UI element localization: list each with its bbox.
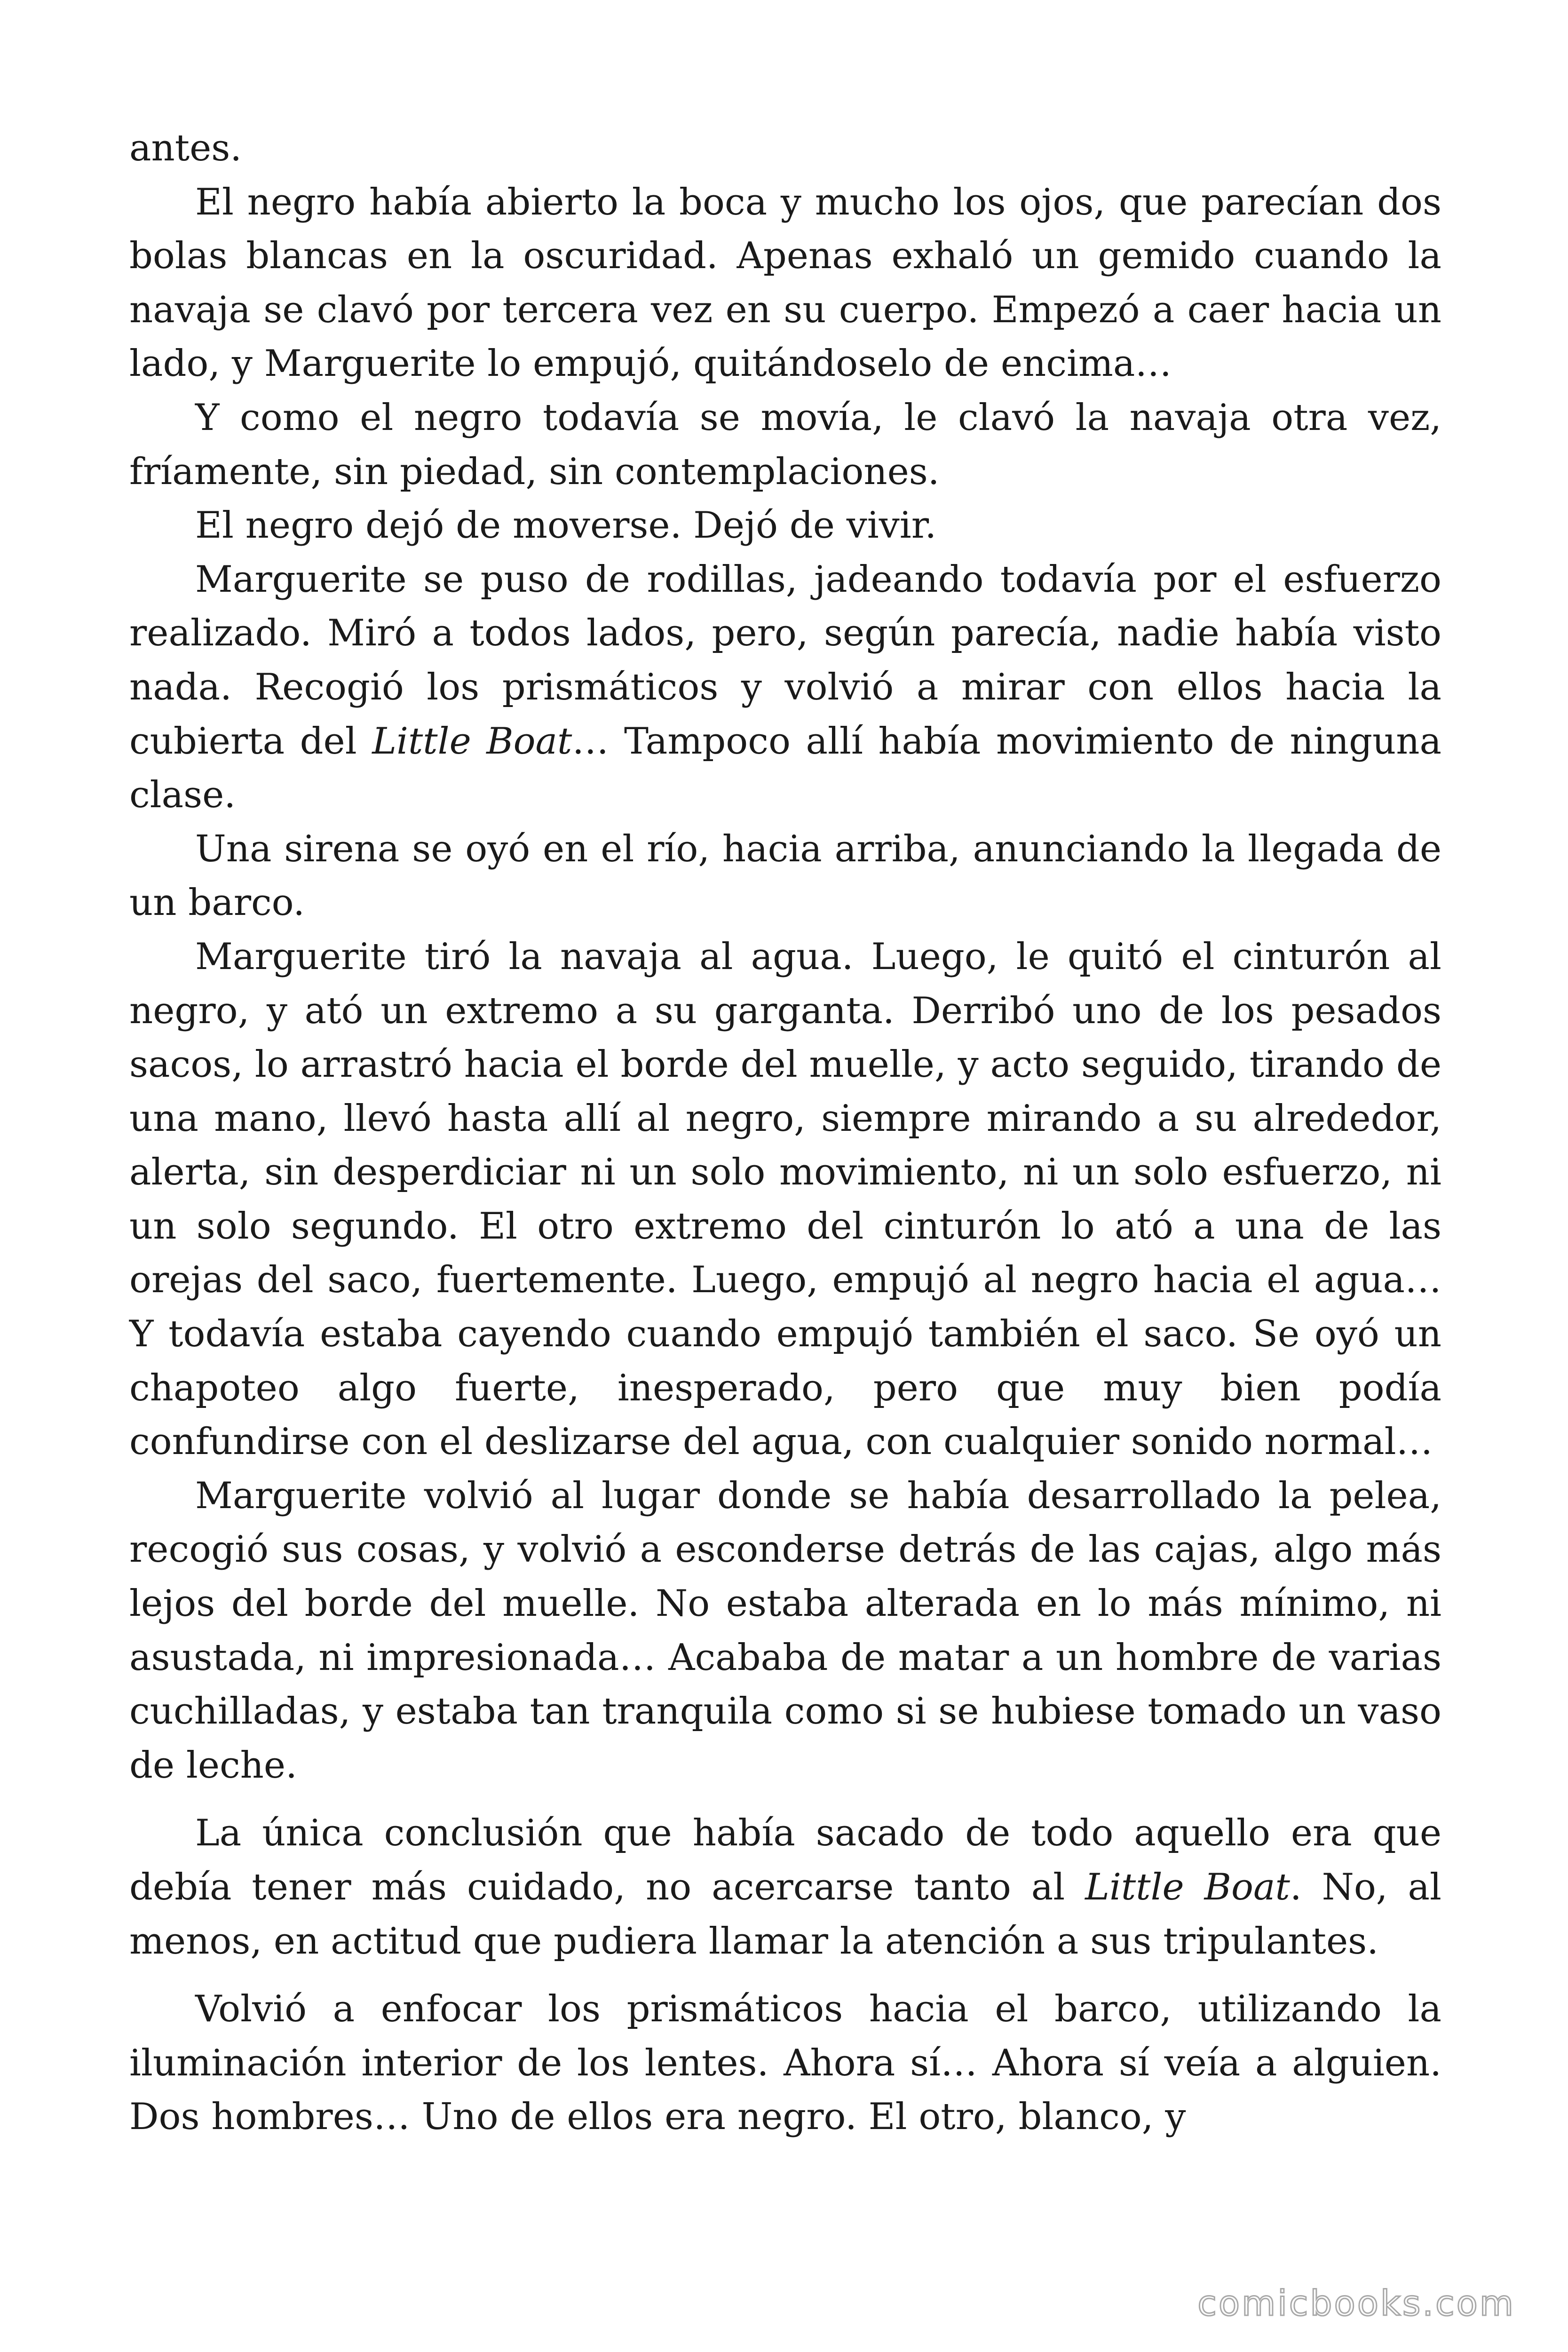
paragraph: Una sirena se oyó en el río, hacia arriba, anunciando la llegada de un barco. xyxy=(129,827,1441,924)
paragraph: El negro había abierto la boca y mucho los ojos, que parecían dos bolas blancas en la oscuridad. Apenas exhaló un gemido cuando la navaja se clavó por tercera vez en su cuerpo. Empezó a caer hacia un lado, y Marguerite lo empujó, quitándoselo de encima… xyxy=(129,181,1441,385)
paragraph: Marguerite volvió al lugar donde se había desarrollado la pelea, recogió sus cosas, y volvió a esconderse detrás de las cajas, algo más lejos del borde del muelle. No estaba alterada en lo más mínimo, ni asustada, ni impresionada… Acababa de matar a un hombre de varias cuchilladas, y estaba tan tranquila como si se hubiese tomado un vaso de leche. xyxy=(129,1474,1441,1787)
ship-name: Little Boat xyxy=(1085,1866,1290,1908)
paragraph: Volvió a enfocar los prismáticos hacia el barco, utilizando la iluminación interior de los lentes. Ahora sí… Ahora sí veía a alguien. Dos hombres… Uno de ellos era negro. El otro, blanco, y xyxy=(129,1988,1441,2138)
watermark: comicbooks.com xyxy=(1197,2283,1515,2324)
paragraph: Marguerite tiró la navaja al agua. Luego, le quitó el cinturón al negro, y ató un extremo a su garganta. Derribó uno de los pesados sacos, lo arrastró hacia el borde del muelle, y acto seguido, tirando de una mano, llevó hasta allí al negro, siempre mirando a su alrededor, alerta, sin desperdiciar ni un solo movimiento, ni un solo esfuerzo, ni un solo segundo. El otro extremo del cinturón lo ató a una de las orejas del saco, fuertemente. Luego, empujó al negro hacia el agua… Y todavía estaba cayendo cuando empujó también el saco. Se oyó un chapoteo algo fuerte, inesperado, pero que muy bien podía confundirse con el deslizarse del agua, con cualquier sonido normal… xyxy=(129,935,1441,1463)
paragraph: El negro dejó de moverse. Dejó de vivir. xyxy=(195,504,937,547)
paragraph: La única conclusión que había sacado de todo aquello era que debía tener más cuidado, no acercarse tanto al Little Boat. No, al menos, en actitud que pudiera llamar la atención a sus tripulantes. xyxy=(129,1812,1441,1963)
paragraph: Y como el negro todavía se movía, le clavó la navaja otra vez, fríamente, sin piedad, sin contemplaciones. xyxy=(129,396,1441,493)
paragraph: antes. xyxy=(129,127,242,169)
ship-name: Little Boat xyxy=(372,720,572,763)
page-body xyxy=(129,121,1441,2144)
paragraph: Marguerite se puso de rodillas, jadeando todavía por el esfuerzo realizado. Miró a todos lados, pero, según parecía, nadie había visto nada. Recogió los prismáticos y volvió a mirar con ellos hacia la cubierta del Little Boat… Tampoco allí había movimiento de ninguna clase. xyxy=(129,558,1441,817)
